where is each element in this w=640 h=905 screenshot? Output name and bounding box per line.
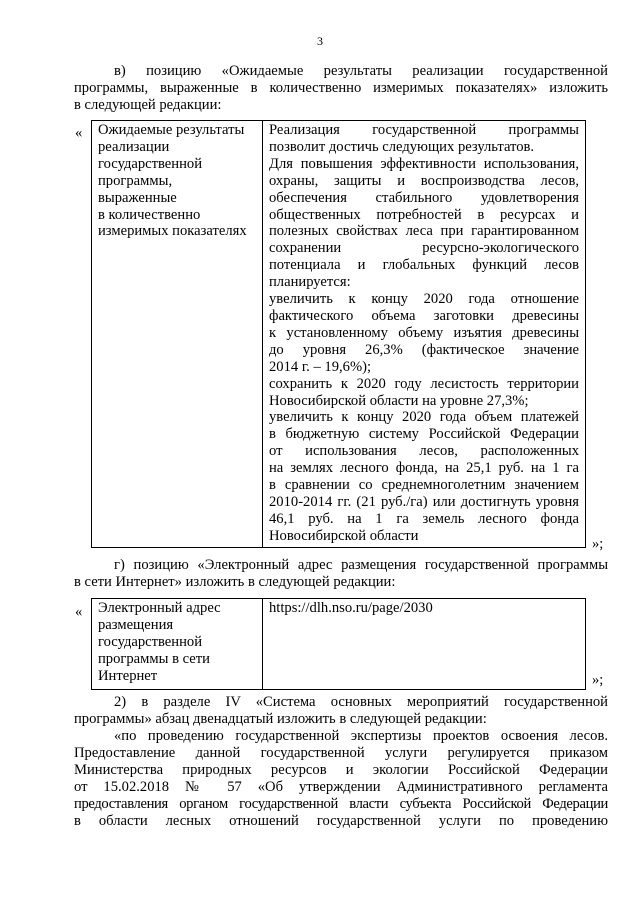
cell-line: на землях лесного фонда, на 25,1 руб. на 1 га	[269, 460, 579, 477]
cell-line: потенциала и глобальных функций лесов	[269, 257, 579, 274]
closing-quote: »;	[592, 536, 604, 552]
text-line: г) позицию «Электронный адрес размещения государственной программы	[114, 557, 608, 573]
text-line: в сети Интернет» изложить в следующей редакции:	[74, 573, 396, 590]
cell-line: до уровня 26,3% (фактическое значение	[269, 341, 579, 358]
cell-line: в сравнении со среднемноголетним значением	[269, 477, 579, 494]
cell-line: 2014 г. – 19,6%);	[269, 358, 372, 375]
cell-line: общественных потребностей в ресурсах и	[269, 206, 579, 223]
text-line: в следующей редакции:	[74, 96, 222, 113]
text-line: программы, выраженные в количественно измеримых показателях» изложить	[74, 79, 608, 96]
table-cell-label	[92, 599, 263, 690]
paragraph-item-2	[74, 694, 608, 728]
cell-line: размещения	[98, 616, 174, 633]
cell-line: Реализация государственной программы	[269, 122, 579, 138]
cell-line: к установленному объему изъятия древесины	[269, 324, 579, 341]
cell-line: фактического объема заготовки древесины	[269, 307, 579, 324]
cell-line: планируется:	[269, 274, 351, 291]
cell-line: измеримых показателях	[98, 223, 247, 240]
cell-line: Интернет	[98, 667, 158, 684]
paragraph-quote	[74, 728, 608, 829]
cell-line: в количественно	[98, 206, 201, 223]
cell-line: Электронный адрес	[98, 600, 221, 616]
cell-line: 46,1 руб. на 1 га земель лесного фонда	[269, 510, 579, 527]
closing-quote: »;	[592, 672, 604, 688]
text-line: от 15.02.2018 № 57 «Об утверждении Административного регламента	[74, 778, 608, 795]
text-line: Предоставление данной государственной услуги регулируется приказом	[74, 744, 608, 761]
opening-quote: «	[75, 604, 83, 620]
cell-line: сохранить к 2020 году лесистость территории	[269, 375, 579, 392]
cell-line: в бюджетную систему Российской Федерации	[269, 426, 579, 443]
cell-line: позволит достичь следующих результатов.	[269, 138, 535, 155]
cell-line: увеличить к концу 2020 года объем платежей	[269, 409, 579, 426]
cell-line: государственной	[98, 155, 203, 172]
cell-line: государственной	[98, 633, 203, 650]
text-line: «по проведению государственной экспертизы проектов освоения лесов.	[114, 728, 608, 744]
cell-line: охраны, защиты и воспроизводства лесов,	[269, 172, 579, 189]
page-number: 3	[317, 34, 323, 48]
paragraph-item-g	[74, 557, 608, 591]
table-cell-label	[92, 121, 263, 548]
text-line: Министерства природных ресурсов и экологии Российской Федерации	[74, 761, 608, 778]
cell-line: от использования лесов, расположенных	[269, 443, 579, 460]
cell-line: Новосибирской области на уровне 27,3%;	[269, 392, 529, 409]
table-row	[92, 599, 586, 690]
text-line: в) позицию «Ожидаемые результаты реализации государственной	[114, 63, 608, 79]
cell-line: Новосибирской области	[269, 527, 419, 544]
table-cell-content	[263, 121, 586, 548]
cell-line: выраженные	[98, 189, 177, 206]
cell-line: реализации	[98, 138, 170, 155]
url-table	[91, 598, 586, 690]
text-line: программы» абзац двенадцатый изложить в следующей редакции:	[74, 710, 487, 727]
table-row	[92, 121, 586, 548]
cell-line: Для повышения эффективности использования,	[269, 155, 579, 172]
cell-line: 2010-2014 гг. (21 руб./га) или достигнуть уровня	[269, 493, 579, 510]
text-line: в области лесных отношений государственной услуги по проведению	[74, 812, 608, 829]
text-line: 2) в разделе IV «Система основных мероприятий государственной	[114, 694, 608, 710]
paragraph-item-v	[74, 63, 608, 114]
text-line: предоставления органом государственной власти субъекта Российской Федерации	[74, 795, 608, 812]
cell-line: полезных свойствах леса при гарантированном	[269, 223, 579, 240]
results-table	[91, 120, 586, 548]
cell-line: сохранении ресурсно-экологического	[269, 240, 579, 257]
cell-line: программы,	[98, 172, 173, 189]
program-url: https://dlh.nso.ru/page/2030	[269, 600, 433, 616]
table-cell-content	[263, 599, 586, 690]
cell-line: обеспечения стабильного удовлетворения	[269, 189, 579, 206]
cell-line: программы в сети	[98, 650, 210, 667]
cell-line: увеличить к концу 2020 года отношение	[269, 291, 579, 308]
cell-line: Ожидаемые результаты	[98, 122, 245, 138]
opening-quote: «	[75, 125, 83, 141]
